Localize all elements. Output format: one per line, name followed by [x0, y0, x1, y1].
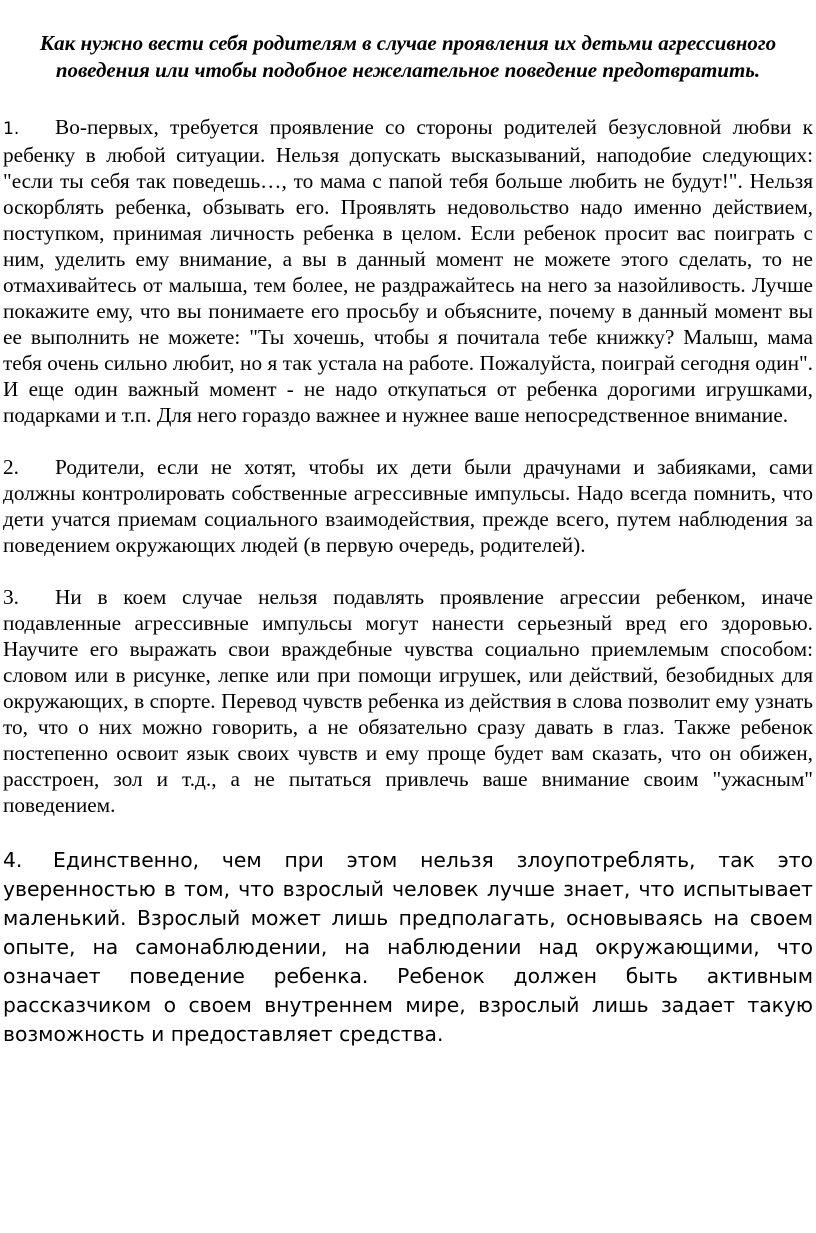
paragraph-2 [3, 454, 813, 558]
paragraph-1-text: Во-первых, требуется проявление со стороны родителей безусловной любви к ребенку в любой ситуации. Нельзя допускать высказываний, наподобие следующих: "если ты себя так поведешь…, то мама с папой тебя больше любить не будут!". Нельзя оскорблять ребенка, обзывать его. Проявлять недовольство надо именно действием, поступком, принимая личность ребенка в целом. Если ребенок просит вас поиграть с ним, уделить ему внимание, а вы в данный момент не можете этого сделать, то не отмахивайтесь от малыша, тем более, не раздражайтесь на него за назойливость. Лучше покажите ему, что вы понимаете его просьбу и объясните, почему в данный момент вы ее выполнить не можете: "Ты хочешь, чтобы я почитала тебе книжку? Малыш, мама тебя очень сильно любит, но я так устала на работе. Пожалуйста, поиграй сегодня один". И еще один важный момент - не надо откупаться от ребенка дорогими игрушками, подарками и т.п. Для него гораздо важнее и нужнее ваше непосредственное внимание. [3, 115, 813, 427]
paragraph-1 [3, 114, 813, 428]
paragraph-2-number: 2. [3, 455, 19, 479]
paragraph-4 [3, 846, 813, 1049]
paragraph-3 [3, 584, 813, 818]
paragraph-1-number: 1. [3, 119, 20, 139]
document-title: Как нужно вести себя родителям в случае проявления их детьми агрессивного поведения или чтобы подобное нежелательное поведение предотвратить. [39, 31, 777, 82]
paragraph-4-number: 4. [3, 848, 23, 872]
paragraph-3-text: Ни в коем случае нельзя подавлять проявление агрессии ребенком, иначе подавленные агрессивные импульсы могут нанести серьезный вред его здоровью. Научите его выражать свои враждебные чувства социально приемлемым способом: словом или в рисунке, лепке или при помощи игрушек, или действий, безобидных для окружающих, в спорте. Перевод чувств ребенка из действия в слова позволит ему узнать то, что о них можно говорить, а не обязательно сразу давать в глаз. Также ребенок постепенно освоит язык своих чувств и ему проще будет вам сказать, что он обижен, расстроен, зол и т.д., а не пытаться привлечь ваше внимание своим "ужасным" поведением. [3, 585, 813, 817]
paragraph-2-text: Родители, если не хотят, чтобы их дети были драчунами и забияками, сами должны контролировать собственные агрессивные импульсы. Надо всегда помнить, что дети учатся приемам социального взаимодействия, прежде всего, путем наблюдения за поведением окружающих людей (в первую очередь, родителей). [3, 455, 813, 557]
paragraph-4-text: Единственно, чем при этом нельзя злоупотреблять, так это уверенностью в том, что взрослый человек лучше знает, что испытывает маленький. Взрослый может лишь предполагать, основываясь на своем опыте, на самонаблюдении, на наблюдении над окружающими, что означает поведение ребенка. Ребенок должен быть активным рассказчиком о своем внутреннем мире, взрослый лишь задает такую возможность и предоставляет средства. [3, 848, 813, 1046]
paragraph-3-number: 3. [3, 585, 19, 609]
